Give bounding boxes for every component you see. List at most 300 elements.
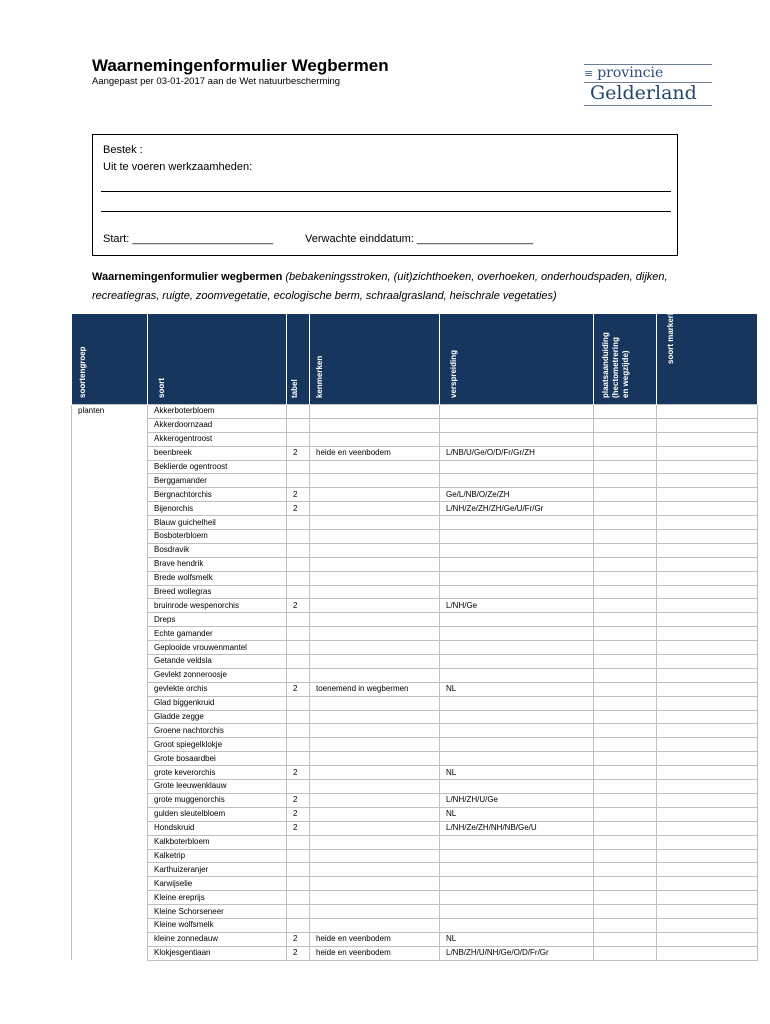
tabel-cell: 2 [287,793,310,807]
table-row [72,807,758,821]
tabel-cell [287,849,310,863]
verspreiding-cell: L/NH/ZH/U/Ge [440,793,594,807]
table-row [72,530,758,544]
soort-markering-cell[interactable] [657,905,758,919]
table-row [72,946,758,960]
kenmerken-cell [310,918,440,932]
table-row [72,905,758,919]
soort-cell: Grote leeuwenklauw [148,780,287,794]
verspreiding-cell [440,752,594,766]
tabel-cell [287,863,310,877]
soort-cell: Grote bosaardbei [148,752,287,766]
kenmerken-cell [310,835,440,849]
plaatsaanduiding-cell[interactable] [594,655,657,669]
soort-cell: Kleine Schorseneer [148,905,287,919]
kenmerken-cell [310,460,440,474]
plaatsaanduiding-cell[interactable] [594,946,657,960]
soort-markering-cell[interactable] [657,849,758,863]
soort-markering-cell[interactable] [657,432,758,446]
plaatsaanduiding-cell[interactable] [594,668,657,682]
table-row [72,502,758,516]
verspreiding-cell: NL [440,766,594,780]
tabel-cell: 2 [287,807,310,821]
tabel-cell [287,460,310,474]
kenmerken-cell: heide en veenbodem [310,946,440,960]
soort-markering-cell[interactable] [657,571,758,585]
table-row [72,682,758,696]
soort-markering-cell[interactable] [657,488,758,502]
verspreiding-cell [440,613,594,627]
logo-line-1: ≡ provincie [584,65,664,81]
kenmerken-cell [310,863,440,877]
soort-markering-cell[interactable] [657,710,758,724]
table-row [72,641,758,655]
header-soortengroep: soortengroep [72,314,148,405]
verspreiding-cell [440,571,594,585]
soort-markering-cell[interactable] [657,543,758,557]
tabel-cell [287,474,310,488]
soort-markering-cell[interactable] [657,557,758,571]
plaatsaanduiding-cell[interactable] [594,696,657,710]
tabel-cell: 2 [287,821,310,835]
kenmerken-cell [310,668,440,682]
soort-cell: Groot spiegelklokje [148,738,287,752]
plaatsaanduiding-cell[interactable] [594,932,657,946]
intro-italic: (bebakeningsstroken, (uit)zichthoeken, overhoeken, onderhoudspaden, dijken, recreatiegras, ruigte, zoomvegetatie, ecologische berm, schraalgrasland, heischrale vegetaties) [92,271,668,302]
kenmerken-cell [310,655,440,669]
page-title: Waarnemingenformulier Wegbermen [92,56,389,75]
soort-markering-cell[interactable] [657,752,758,766]
verspreiding-cell [440,627,594,641]
plaatsaanduiding-cell[interactable] [594,752,657,766]
tabel-cell [287,877,310,891]
soort-markering-cell[interactable] [657,516,758,530]
verspreiding-cell [440,530,594,544]
soort-markering-cell[interactable] [657,613,758,627]
soort-cell: Akkerdoornzaad [148,418,287,432]
table-row [72,863,758,877]
soort-markering-cell[interactable] [657,418,758,432]
tabel-cell [287,668,310,682]
verspreiding-cell: L/NB/U/Ge/O/D/Fr/Gr/ZH [440,446,594,460]
kenmerken-cell [310,557,440,571]
plaatsaanduiding-cell[interactable] [594,446,657,460]
soort-cell: Blauw guichelheil [148,516,287,530]
table-header-row [72,314,758,405]
header-kenmerken: kenmerken [310,314,440,405]
kenmerken-cell [310,432,440,446]
plaatsaanduiding-cell[interactable] [594,432,657,446]
kenmerken-cell: heide en veenbodem [310,932,440,946]
einddatum-field[interactable]: Verwachte einddatum: ___________________ [305,233,534,245]
verspreiding-cell: NL [440,932,594,946]
plaatsaanduiding-cell[interactable] [594,821,657,835]
kenmerken-cell [310,780,440,794]
verspreiding-cell [440,543,594,557]
soort-markering-cell[interactable] [657,932,758,946]
tabel-cell [287,627,310,641]
soort-cell: Brede wolfsmelk [148,571,287,585]
verspreiding-cell [440,905,594,919]
table-row [72,752,758,766]
plaatsaanduiding-cell[interactable] [594,891,657,905]
kenmerken-cell [310,502,440,516]
soort-markering-cell[interactable] [657,835,758,849]
soort-cell: Getande veldsla [148,655,287,669]
soort-markering-cell[interactable] [657,585,758,599]
tabel-cell [287,780,310,794]
table-row [72,724,758,738]
soort-cell: Kleine wolfsmelk [148,918,287,932]
tabel-cell [287,752,310,766]
header-soort: soort [148,314,287,405]
soort-cell: Karthuizeranjer [148,863,287,877]
soort-cell: Bosdravik [148,543,287,557]
plaatsaanduiding-cell[interactable] [594,835,657,849]
plaatsaanduiding-cell[interactable] [594,613,657,627]
soort-markering-cell[interactable] [657,891,758,905]
verspreiding-cell: L/NB/ZH/U/NH/Ge/O/D/Fr/Gr [440,946,594,960]
soort-markering-cell[interactable] [657,780,758,794]
kenmerken-cell [310,849,440,863]
soort-markering-cell[interactable] [657,696,758,710]
kenmerken-cell [310,488,440,502]
soort-markering-cell[interactable] [657,668,758,682]
soort-markering-cell[interactable] [657,738,758,752]
table-row [72,793,758,807]
header-plaatsaanduiding: plaatsaanduiding (hectometrering en wegzijde) [594,314,657,405]
tabel-cell [287,543,310,557]
plaatsaanduiding-cell[interactable] [594,918,657,932]
plaatsaanduiding-cell[interactable] [594,724,657,738]
soort-cell: Beklierde ogentroost [148,460,287,474]
plaatsaanduiding-cell[interactable] [594,627,657,641]
kenmerken-cell [310,793,440,807]
verspreiding-cell [440,696,594,710]
kenmerken-cell [310,627,440,641]
tabel-cell [287,516,310,530]
tabel-cell [287,891,310,905]
soort-cell: Bergnachtorchis [148,488,287,502]
table-row [72,460,758,474]
table-row [72,418,758,432]
table-row [72,627,758,641]
soort-cell: Berggamander [148,474,287,488]
plaatsaanduiding-cell[interactable] [594,863,657,877]
tabel-cell: 2 [287,766,310,780]
tabel-cell [287,557,310,571]
table-row [72,613,758,627]
table-row [72,849,758,863]
tabel-cell: 2 [287,488,310,502]
verspreiding-cell [440,585,594,599]
soort-markering-cell[interactable] [657,405,758,419]
table-row [72,571,758,585]
plaatsaanduiding-cell[interactable] [594,849,657,863]
plaatsaanduiding-cell[interactable] [594,474,657,488]
verspreiding-cell: NL [440,807,594,821]
tabel-cell: 2 [287,946,310,960]
soort-markering-cell[interactable] [657,530,758,544]
page-subtitle: Aangepast per 03-01-2017 aan de Wet natuurbescherming [92,76,341,87]
soort-markering-cell[interactable] [657,627,758,641]
soort-cell: Bosboterbloem [148,530,287,544]
soort-cell: grote muggenorchis [148,793,287,807]
soort-cell: Geplooide vrouwenmantel [148,641,287,655]
soort-markering-cell[interactable] [657,918,758,932]
tabel-cell [287,696,310,710]
table-row [72,405,758,419]
tabel-cell: 2 [287,502,310,516]
plaatsaanduiding-cell[interactable] [594,905,657,919]
tabel-cell [287,641,310,655]
table-row [72,710,758,724]
kenmerken-cell [310,613,440,627]
bestek-label: Bestek : [103,144,143,156]
intro-bold: Waarnemingenformulier wegbermen [92,271,283,283]
plaatsaanduiding-cell[interactable] [594,543,657,557]
plaatsaanduiding-cell[interactable] [594,710,657,724]
kenmerken-cell [310,585,440,599]
verspreiding-cell [440,780,594,794]
soort-cell: gulden sleutelbloem [148,807,287,821]
verspreiding-cell [440,641,594,655]
table-row [72,557,758,571]
table-row [72,932,758,946]
tabel-cell [287,710,310,724]
menu-icon: ≡ [584,67,594,80]
soort-markering-cell[interactable] [657,807,758,821]
plaatsaanduiding-cell[interactable] [594,460,657,474]
soort-cell: Akkerboterbloem [148,405,287,419]
plaatsaanduiding-cell[interactable] [594,557,657,571]
verspreiding-cell: L/NH/Ze/ZH/NH/NB/Ge/U [440,821,594,835]
plaatsaanduiding-cell[interactable] [594,738,657,752]
kenmerken-cell [310,724,440,738]
start-field[interactable]: Start: _______________________ [103,233,274,245]
plaatsaanduiding-cell[interactable] [594,530,657,544]
kenmerken-cell [310,405,440,419]
soort-cell: grote keverorchis [148,766,287,780]
soort-cell: Glad biggenkruid [148,696,287,710]
kenmerken-cell [310,807,440,821]
table-row [72,599,758,613]
soort-cell: Groene nachtorchis [148,724,287,738]
kenmerken-cell: heide en veenbodem [310,446,440,460]
soort-cell: Dreps [148,613,287,627]
table-row [72,668,758,682]
kenmerken-cell [310,599,440,613]
intro-text [92,268,692,306]
verspreiding-cell: L/NH/Ge [440,599,594,613]
soort-markering-cell[interactable] [657,946,758,960]
plaatsaanduiding-cell[interactable] [594,502,657,516]
kenmerken-cell [310,877,440,891]
tabel-cell [287,918,310,932]
table-row [72,780,758,794]
verspreiding-cell [440,738,594,752]
soort-markering-cell[interactable] [657,446,758,460]
verspreiding-cell: NL [440,682,594,696]
table-row [72,488,758,502]
verspreiding-cell [440,863,594,877]
tabel-cell [287,655,310,669]
kenmerken-cell [310,710,440,724]
verspreiding-cell [440,516,594,530]
verspreiding-cell [440,849,594,863]
form-box [92,134,678,256]
plaatsaanduiding-cell[interactable] [594,877,657,891]
kenmerken-cell [310,752,440,766]
plaatsaanduiding-cell[interactable] [594,516,657,530]
soort-markering-cell[interactable] [657,682,758,696]
tabel-cell [287,405,310,419]
plaatsaanduiding-cell[interactable] [594,571,657,585]
header-soort-markering: soort markering [657,314,758,405]
verspreiding-cell [440,557,594,571]
soort-markering-cell[interactable] [657,655,758,669]
soort-markering-cell[interactable] [657,793,758,807]
tabel-cell [287,585,310,599]
soort-cell: kleine zonnedauw [148,932,287,946]
plaatsaanduiding-cell[interactable] [594,641,657,655]
table-row [72,543,758,557]
soortengroep-cell: planten [72,405,148,961]
tabel-cell [287,530,310,544]
werkzaamheden-line-1[interactable] [101,191,671,192]
verspreiding-cell [440,474,594,488]
soort-cell: Hondskruid [148,821,287,835]
table-row [72,877,758,891]
plaatsaanduiding-cell[interactable] [594,766,657,780]
verspreiding-cell [440,460,594,474]
verspreiding-cell [440,724,594,738]
provincie-gelderland-logo [584,62,712,106]
table-row [72,891,758,905]
verspreiding-cell [440,710,594,724]
soort-markering-cell[interactable] [657,641,758,655]
plaatsaanduiding-cell[interactable] [594,807,657,821]
table-body [72,405,758,961]
verspreiding-cell: Ge/L/NB/O/Ze/ZH [440,488,594,502]
soort-cell: Gladde zegge [148,710,287,724]
soort-cell: Breed wollegras [148,585,287,599]
verspreiding-cell [440,877,594,891]
table-row [72,738,758,752]
verspreiding-cell [440,655,594,669]
table-row [72,918,758,932]
table-row [72,446,758,460]
kenmerken-cell [310,905,440,919]
soort-cell: Karwijselie [148,877,287,891]
plaatsaanduiding-cell[interactable] [594,405,657,419]
kenmerken-cell [310,571,440,585]
soort-cell: bruinrode wespenorchis [148,599,287,613]
werkzaamheden-line-2[interactable] [101,211,671,212]
verspreiding-cell [440,835,594,849]
soort-markering-cell[interactable] [657,766,758,780]
tabel-cell [287,613,310,627]
verspreiding-cell [440,668,594,682]
kenmerken-cell [310,821,440,835]
soort-markering-cell[interactable] [657,599,758,613]
kenmerken-cell [310,766,440,780]
kenmerken-cell [310,696,440,710]
table-row [72,516,758,530]
table-row [72,835,758,849]
plaatsaanduiding-cell[interactable] [594,488,657,502]
soort-markering-cell[interactable] [657,877,758,891]
soort-cell: Kalkboterbloem [148,835,287,849]
werkzaamheden-label: Uit te voeren werkzaamheden: [103,161,253,173]
tabel-cell [287,432,310,446]
tabel-cell [287,835,310,849]
logo-bottom-rule [584,105,712,106]
kenmerken-cell [310,891,440,905]
plaatsaanduiding-cell[interactable] [594,585,657,599]
table-row [72,821,758,835]
kenmerken-cell [310,738,440,752]
tabel-cell [287,571,310,585]
kenmerken-cell [310,474,440,488]
soort-markering-cell[interactable] [657,474,758,488]
soort-cell: Kleine ereprijs [148,891,287,905]
plaatsaanduiding-cell[interactable] [594,599,657,613]
tabel-cell [287,724,310,738]
tabel-cell [287,418,310,432]
kenmerken-cell [310,543,440,557]
verspreiding-cell [440,891,594,905]
soort-cell: beenbreek [148,446,287,460]
header-tabel: tabel [287,314,310,405]
soort-cell: Akkerogentroost [148,432,287,446]
kenmerken-cell [310,418,440,432]
verspreiding-cell [440,405,594,419]
soort-cell: Echte gamander [148,627,287,641]
plaatsaanduiding-cell[interactable] [594,780,657,794]
species-table [71,303,758,961]
soort-cell: Brave hendrik [148,557,287,571]
verspreiding-cell: L/NH/Ze/ZH/ZH/Ge/U/Fr/Gr [440,502,594,516]
plaatsaanduiding-cell[interactable] [594,793,657,807]
table-row [72,766,758,780]
soort-cell: gevlekte orchis [148,682,287,696]
tabel-cell: 2 [287,446,310,460]
table-row [72,432,758,446]
header-verspreiding: verspreiding [440,314,594,405]
plaatsaanduiding-cell[interactable] [594,682,657,696]
plaatsaanduiding-cell[interactable] [594,418,657,432]
table-row [72,696,758,710]
tabel-cell: 2 [287,932,310,946]
soort-cell: Gevlekt zonneroosje [148,668,287,682]
verspreiding-cell [440,918,594,932]
kenmerken-cell [310,530,440,544]
table-row [72,474,758,488]
tabel-cell [287,738,310,752]
soort-markering-cell[interactable] [657,460,758,474]
tabel-cell [287,905,310,919]
soort-cell: Bijenorchis [148,502,287,516]
kenmerken-cell [310,516,440,530]
soort-markering-cell[interactable] [657,863,758,877]
soort-markering-cell[interactable] [657,502,758,516]
table-row [72,585,758,599]
soort-markering-cell[interactable] [657,724,758,738]
soort-markering-cell[interactable] [657,821,758,835]
soort-cell: Klokjesgentiaan [148,946,287,960]
tabel-cell: 2 [287,682,310,696]
